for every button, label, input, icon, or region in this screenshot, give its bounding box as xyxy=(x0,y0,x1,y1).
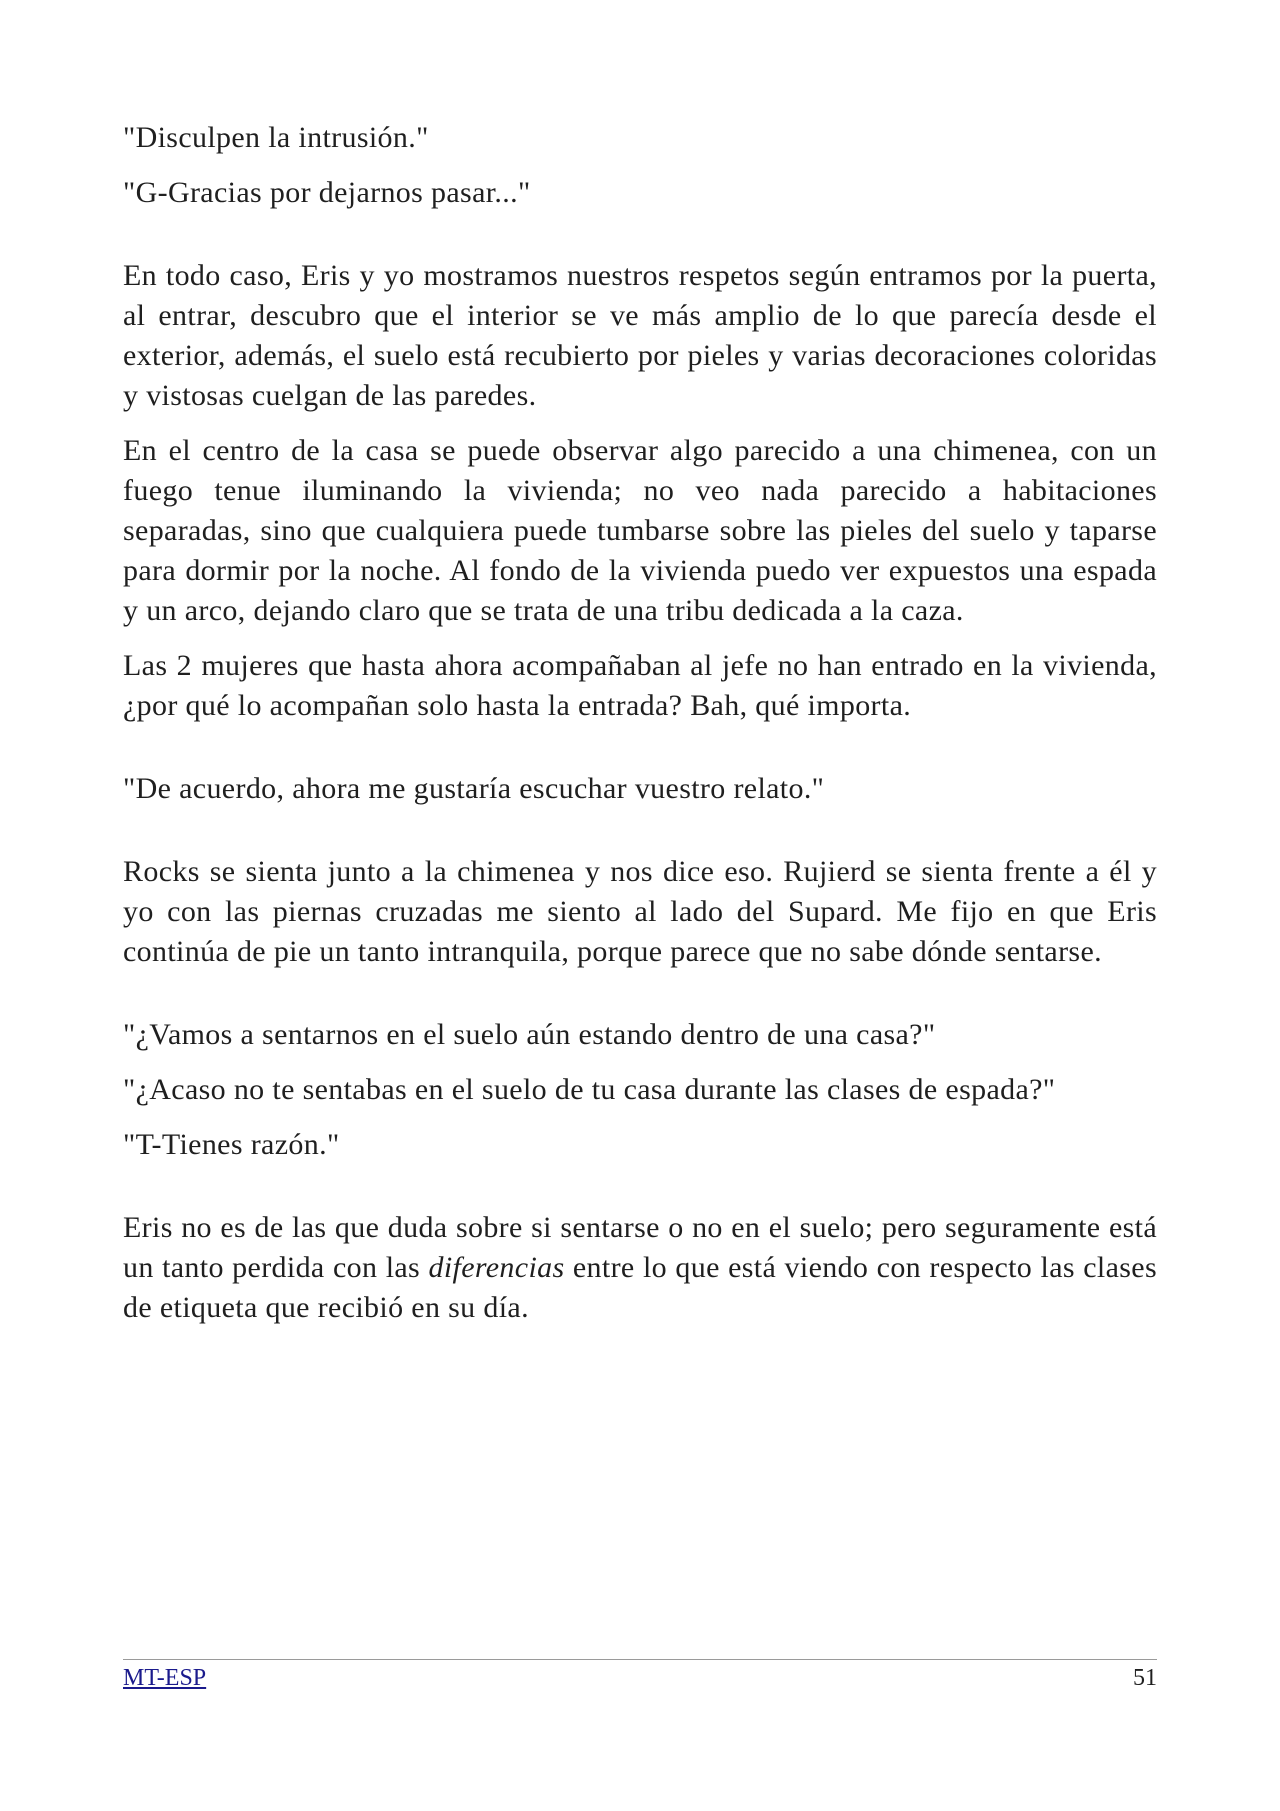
narration-text-after: entre lo que está viendo con respecto las clases de etiqueta que recibió en su día. xyxy=(123,1251,1158,1324)
dialog-line-5: "¿Acaso no te sentabas en el suelo de tu casa durante las clases de espada?" xyxy=(123,1073,1056,1106)
emphasized-word: diferencias xyxy=(428,1251,565,1284)
narration-paragraph-5 xyxy=(123,1208,1157,1328)
narration-paragraph-2: En el centro de la casa se puede observar algo parecido a una chimenea, con un fuego tenue iluminando la vivienda; no veo nada parecido a habitaciones separadas, sino que cualquiera puede tumbarse sobre las pieles del suelo y taparse para dormir por la noche. Al fondo de la vivienda puedo ver expuestos una espada y un arco, dejando claro que se trata de una tribu dedicada a la caza. xyxy=(123,434,1157,627)
dialog-line-6: "T-Tienes razón." xyxy=(123,1128,340,1161)
dialog-line-2: "G-Gracias por dejarnos pasar..." xyxy=(123,176,531,209)
narration-paragraph-1: En todo caso, Eris y yo mostramos nuestros respetos según entramos por la puerta, al entrar, descubro que el interior se ve más amplio de lo que parecía desde el exterior, además, el suelo está recubierto por pieles y varias decoraciones coloridas y vistosas cuelgan de las paredes. xyxy=(123,259,1157,412)
narration-text-before: Eris no es de las que duda sobre si sentarse o no en el suelo; pero seguramente está un tanto perdida con las xyxy=(123,1211,1157,1284)
page-number: 51 xyxy=(1133,1665,1157,1691)
footer-link-mt-esp[interactable]: MT-ESP xyxy=(123,1665,207,1691)
dialog-line-1: "Disculpen la intrusión." xyxy=(123,121,429,154)
narration-paragraph-3: Las 2 mujeres que hasta ahora acompañaban al jefe no han entrado en la vivienda, ¿por qué lo acompañan solo hasta la entrada? Bah, qué importa. xyxy=(123,649,1157,722)
narration-paragraph-4: Rocks se sienta junto a la chimenea y nos dice eso. Rujierd se sienta frente a él y yo con las piernas cruzadas me siento al lado del Supard. Me fijo en que Eris continúa de pie un tanto intranquila, porque parece que no sabe dónde sentarse. xyxy=(123,855,1157,968)
page-footer xyxy=(123,1659,1157,1693)
dialog-line-3: "De acuerdo, ahora me gustaría escuchar vuestro relato." xyxy=(123,772,825,805)
dialog-line-4: "¿Vamos a sentarnos en el suelo aún estando dentro de una casa?" xyxy=(123,1018,936,1051)
document-body xyxy=(123,118,1157,1328)
